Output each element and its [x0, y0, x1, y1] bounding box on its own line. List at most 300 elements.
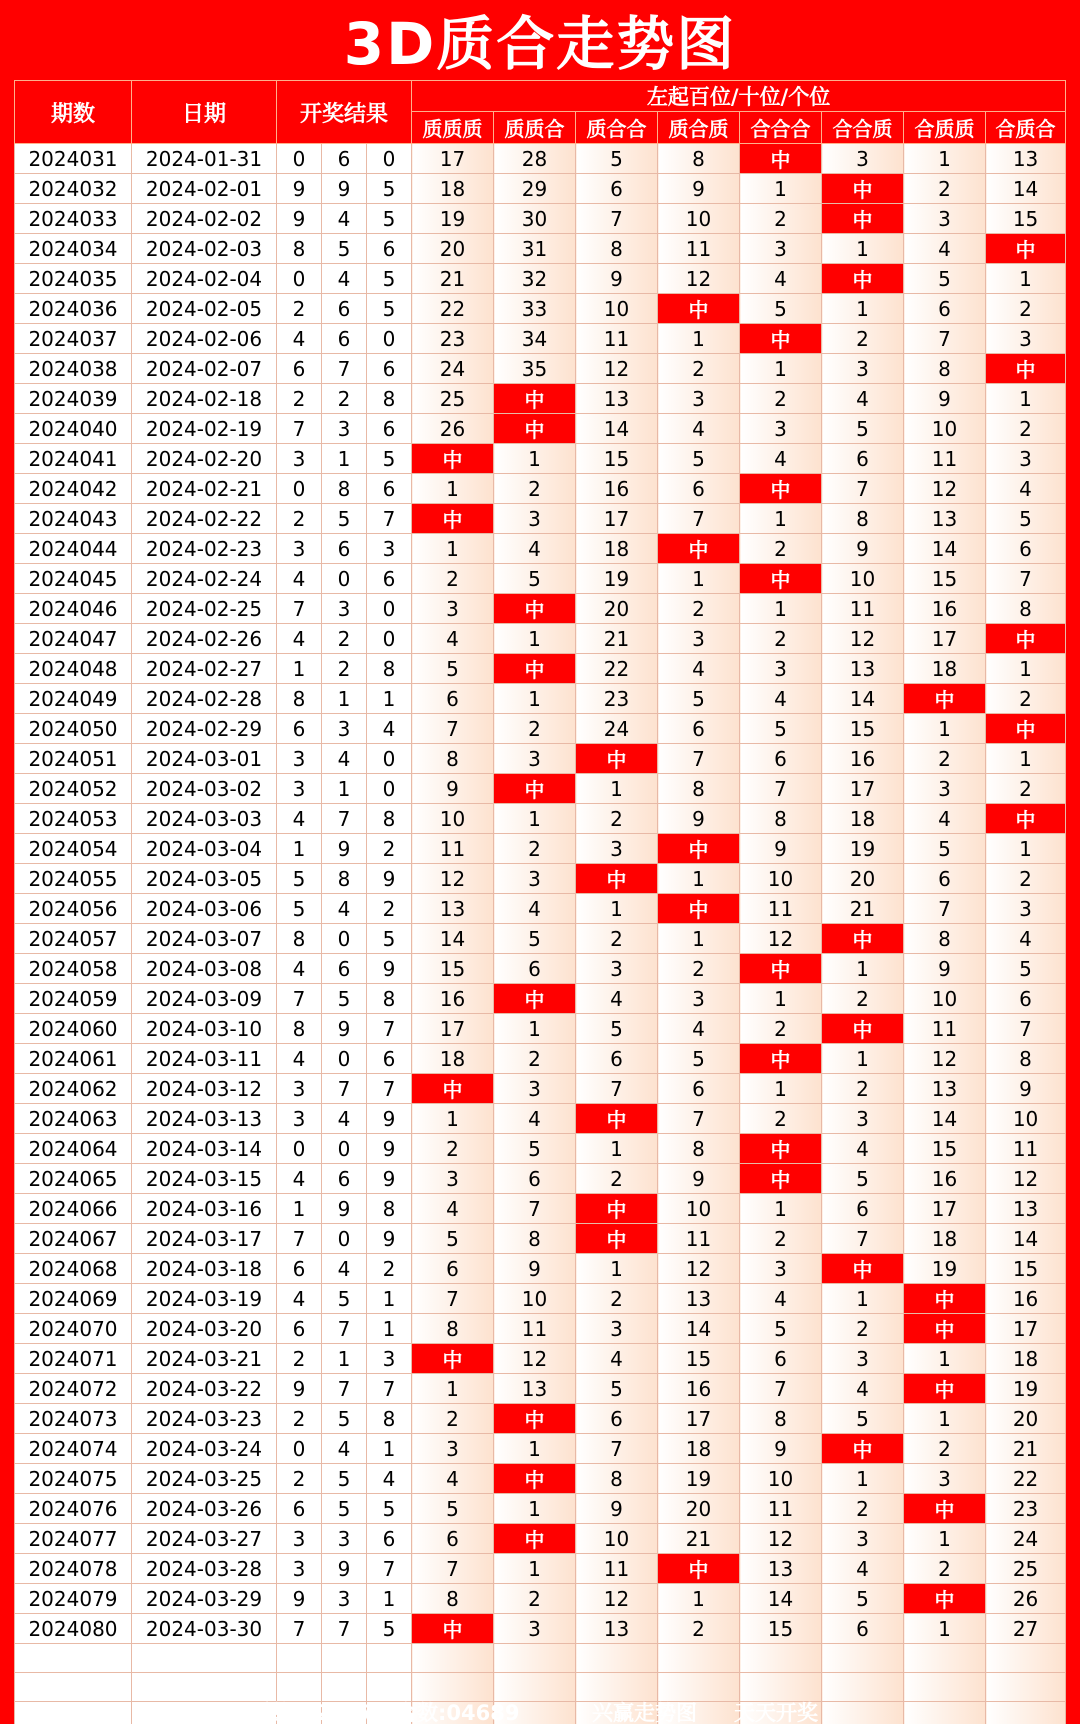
date-cell: 2024-02-20 — [132, 444, 277, 474]
hit-cell: 中 — [740, 1134, 822, 1164]
hit-cell: 中 — [658, 1554, 740, 1584]
table-row — [15, 864, 1066, 894]
digit-cell: 0 — [367, 774, 412, 804]
issue-cell: 2024049 — [15, 684, 132, 714]
date-cell: 2024-02-02 — [132, 204, 277, 234]
pattern-cell: 5 — [822, 414, 904, 444]
pattern-cell: 2 — [740, 1014, 822, 1044]
digit-cell: 9 — [322, 1014, 367, 1044]
pattern-cell: 6 — [740, 1344, 822, 1374]
pattern-cell: 15 — [740, 1614, 822, 1644]
pattern-cell: 1 — [740, 354, 822, 384]
table-row — [15, 774, 1066, 804]
date-cell: 2024-02-01 — [132, 174, 277, 204]
pattern-cell: 18 — [822, 804, 904, 834]
pattern-cell: 2 — [986, 414, 1066, 444]
hit-cell: 中 — [904, 1584, 986, 1614]
digit-cell: 0 — [367, 324, 412, 354]
issue-cell: 2024043 — [15, 504, 132, 534]
pattern-cell: 9 — [576, 264, 658, 294]
pattern-cell: 2 — [576, 1284, 658, 1314]
date-cell: 2024-02-21 — [132, 474, 277, 504]
pattern-cell: 19 — [822, 834, 904, 864]
digit-cell: 3 — [322, 714, 367, 744]
date-cell: 2024-03-28 — [132, 1554, 277, 1584]
digit-cell: 0 — [322, 564, 367, 594]
table-row — [15, 444, 1066, 474]
pattern-cell: 7 — [576, 1434, 658, 1464]
digit-cell: 4 — [277, 1164, 322, 1194]
pattern-cell: 9 — [494, 1254, 576, 1284]
pattern-cell: 6 — [822, 1194, 904, 1224]
pattern-cell: 13 — [576, 1614, 658, 1644]
hit-cell: 中 — [740, 324, 822, 354]
pattern-cell: 8 — [740, 804, 822, 834]
digit-cell: 9 — [367, 954, 412, 984]
pattern-cell: 7 — [576, 1074, 658, 1104]
pattern-cell: 7 — [740, 774, 822, 804]
pattern-cell: 30 — [494, 204, 576, 234]
digit-cell: 1 — [322, 774, 367, 804]
issue-cell: 2024065 — [15, 1164, 132, 1194]
pattern-cell: 1 — [822, 234, 904, 264]
date-cell: 2024-03-05 — [132, 864, 277, 894]
digit-cell: 6 — [277, 714, 322, 744]
table-row — [15, 954, 1066, 984]
pattern-cell: 1 — [986, 834, 1066, 864]
table-row — [15, 1014, 1066, 1044]
pattern-cell: 11 — [986, 1134, 1066, 1164]
pattern-cell: 3 — [412, 594, 494, 624]
digit-cell: 9 — [277, 204, 322, 234]
pattern-cell: 17 — [412, 144, 494, 174]
pattern-cell: 7 — [412, 1554, 494, 1584]
pattern-cell: 14 — [986, 1224, 1066, 1254]
pattern-cell: 5 — [576, 144, 658, 174]
hit-cell: 中 — [658, 894, 740, 924]
digit-cell: 7 — [277, 1224, 322, 1254]
digit-cell: 3 — [322, 1584, 367, 1614]
digit-cell: 1 — [277, 654, 322, 684]
hit-cell: 中 — [986, 234, 1066, 264]
pattern-cell: 1 — [822, 954, 904, 984]
hit-cell: 中 — [494, 654, 576, 684]
digit-cell: 4 — [322, 204, 367, 234]
digit-cell: 9 — [322, 1194, 367, 1224]
pattern-cell: 9 — [740, 1434, 822, 1464]
pattern-cell: 3 — [986, 444, 1066, 474]
pattern-cell: 11 — [904, 444, 986, 474]
pattern-cell: 3 — [494, 744, 576, 774]
digit-cell: 5 — [367, 294, 412, 324]
digit-cell: 5 — [322, 984, 367, 1014]
pattern-cell: 4 — [412, 624, 494, 654]
pattern-cell: 13 — [904, 504, 986, 534]
pattern-cell: 25 — [986, 1554, 1066, 1584]
pattern-cell: 7 — [658, 744, 740, 774]
digit-cell: 0 — [322, 1134, 367, 1164]
digit-cell: 2 — [322, 654, 367, 684]
pattern-cell: 23 — [576, 684, 658, 714]
pattern-cell: 6 — [904, 864, 986, 894]
pattern-cell: 1 — [822, 294, 904, 324]
pattern-cell: 2 — [986, 864, 1066, 894]
date-cell: 2024-02-04 — [132, 264, 277, 294]
pattern-cell: 1 — [904, 1614, 986, 1644]
digit-cell: 7 — [367, 1074, 412, 1104]
digit-cell: 1 — [322, 1344, 367, 1374]
pattern-cell: 1 — [822, 1464, 904, 1494]
pattern-cell: 1 — [576, 894, 658, 924]
pattern-cell: 5 — [412, 1224, 494, 1254]
hit-cell: 中 — [822, 174, 904, 204]
hit-cell: 中 — [822, 1434, 904, 1464]
pattern-cell: 10 — [494, 1284, 576, 1314]
pattern-cell: 22 — [576, 654, 658, 684]
pattern-cell: 1 — [740, 1074, 822, 1104]
footer-composite: 合数:04689 — [396, 1701, 520, 1724]
pattern-cell: 7 — [658, 1104, 740, 1134]
digit-cell: 3 — [277, 1074, 322, 1104]
pattern-cell: 7 — [904, 894, 986, 924]
pattern-cell: 22 — [986, 1464, 1066, 1494]
table-row — [15, 684, 1066, 714]
pattern-cell: 1 — [576, 774, 658, 804]
pattern-cell: 13 — [904, 1074, 986, 1104]
pattern-cell: 1 — [740, 1194, 822, 1224]
table-row — [15, 1224, 1066, 1254]
pattern-cell: 24 — [412, 354, 494, 384]
pattern-cell: 1 — [740, 594, 822, 624]
digit-cell: 4 — [322, 1104, 367, 1134]
digit-cell: 2 — [277, 1404, 322, 1434]
pattern-cell: 1 — [822, 1284, 904, 1314]
hit-cell: 中 — [576, 1194, 658, 1224]
hit-cell: 中 — [658, 294, 740, 324]
hit-cell: 中 — [494, 984, 576, 1014]
issue-cell: 2024031 — [15, 144, 132, 174]
date-cell: 2024-03-08 — [132, 954, 277, 984]
table-row — [15, 1104, 1066, 1134]
pattern-cell: 12 — [576, 354, 658, 384]
pattern-cell: 11 — [576, 1554, 658, 1584]
issue-cell: 2024034 — [15, 234, 132, 264]
pattern-cell: 23 — [412, 324, 494, 354]
pattern-cell: 3 — [740, 654, 822, 684]
date-cell: 2024-02-24 — [132, 564, 277, 594]
pattern-cell: 14 — [986, 174, 1066, 204]
hit-cell: 中 — [412, 1614, 494, 1644]
pattern-cell: 1 — [494, 804, 576, 834]
pattern-cell: 6 — [576, 1044, 658, 1074]
pattern-cell: 2 — [986, 684, 1066, 714]
pattern-cell: 2 — [904, 174, 986, 204]
pattern-cell: 6 — [986, 984, 1066, 1014]
digit-cell: 6 — [367, 474, 412, 504]
header-date: 日期 — [132, 81, 277, 144]
digit-cell: 9 — [322, 834, 367, 864]
empty-cell — [412, 1644, 494, 1673]
pattern-cell: 12 — [658, 264, 740, 294]
pattern-cell: 13 — [658, 1284, 740, 1314]
header-pattern: 质合合 — [576, 112, 658, 144]
pattern-cell: 2 — [658, 954, 740, 984]
pattern-cell: 12 — [904, 474, 986, 504]
empty-cell — [576, 1644, 658, 1673]
pattern-cell: 1 — [494, 1554, 576, 1584]
pattern-cell: 5 — [986, 954, 1066, 984]
pattern-cell: 2 — [576, 924, 658, 954]
digit-cell: 8 — [367, 654, 412, 684]
pattern-cell: 2 — [822, 1494, 904, 1524]
hit-cell: 中 — [740, 564, 822, 594]
digit-cell: 3 — [277, 1104, 322, 1134]
table-row — [15, 834, 1066, 864]
pattern-cell: 20 — [986, 1404, 1066, 1434]
issue-cell: 2024037 — [15, 324, 132, 354]
pattern-cell: 8 — [412, 1314, 494, 1344]
footer-slogan: 天天开奖 — [734, 1701, 818, 1724]
pattern-cell: 5 — [658, 444, 740, 474]
pattern-cell: 11 — [494, 1314, 576, 1344]
table-row — [15, 744, 1066, 774]
header-pattern: 合质合 — [986, 112, 1066, 144]
digit-cell: 3 — [322, 594, 367, 624]
pattern-cell: 7 — [494, 1194, 576, 1224]
pattern-cell: 4 — [740, 444, 822, 474]
digit-cell: 6 — [277, 1254, 322, 1284]
hit-cell: 中 — [658, 834, 740, 864]
issue-cell: 2024041 — [15, 444, 132, 474]
pattern-cell: 17 — [412, 1014, 494, 1044]
pattern-cell: 4 — [658, 414, 740, 444]
digit-cell: 4 — [367, 714, 412, 744]
issue-cell: 2024078 — [15, 1554, 132, 1584]
table-row — [15, 1524, 1066, 1554]
table-row — [15, 144, 1066, 174]
pattern-cell: 3 — [904, 774, 986, 804]
digit-cell: 2 — [322, 624, 367, 654]
issue-cell: 2024063 — [15, 1104, 132, 1134]
digit-cell: 2 — [277, 1344, 322, 1374]
digit-cell: 5 — [322, 1284, 367, 1314]
header-pattern: 质合质 — [658, 112, 740, 144]
date-cell: 2024-03-04 — [132, 834, 277, 864]
digit-cell: 0 — [277, 1434, 322, 1464]
hit-cell: 中 — [740, 1044, 822, 1074]
pattern-cell: 8 — [576, 234, 658, 264]
pattern-cell: 16 — [904, 594, 986, 624]
pattern-cell: 6 — [658, 1074, 740, 1104]
table-row — [15, 1074, 1066, 1104]
pattern-cell: 1 — [822, 1044, 904, 1074]
pattern-cell: 28 — [494, 144, 576, 174]
digit-cell: 2 — [367, 834, 412, 864]
issue-cell: 2024058 — [15, 954, 132, 984]
pattern-cell: 11 — [576, 324, 658, 354]
pattern-cell: 6 — [904, 294, 986, 324]
pattern-cell: 5 — [822, 1164, 904, 1194]
digit-cell: 1 — [367, 1434, 412, 1464]
pattern-cell: 3 — [494, 504, 576, 534]
pattern-cell: 12 — [494, 1344, 576, 1374]
pattern-cell: 3 — [658, 984, 740, 1014]
pattern-cell: 15 — [904, 564, 986, 594]
pattern-cell: 12 — [822, 624, 904, 654]
pattern-cell: 13 — [986, 144, 1066, 174]
date-cell: 2024-01-31 — [132, 144, 277, 174]
issue-cell: 2024055 — [15, 864, 132, 894]
hit-cell: 中 — [740, 474, 822, 504]
issue-cell: 2024069 — [15, 1284, 132, 1314]
pattern-cell: 17 — [904, 624, 986, 654]
issue-cell: 2024053 — [15, 804, 132, 834]
pattern-cell: 15 — [822, 714, 904, 744]
pattern-cell: 8 — [822, 504, 904, 534]
pattern-cell: 11 — [658, 234, 740, 264]
pattern-cell: 21 — [576, 624, 658, 654]
digit-cell: 8 — [367, 1194, 412, 1224]
hit-cell: 中 — [412, 1344, 494, 1374]
digit-cell: 9 — [322, 174, 367, 204]
pattern-cell: 2 — [740, 534, 822, 564]
digit-cell: 5 — [367, 1614, 412, 1644]
digit-cell: 2 — [277, 294, 322, 324]
pattern-cell: 26 — [412, 414, 494, 444]
pattern-cell: 3 — [576, 834, 658, 864]
header-pattern: 合合质 — [822, 112, 904, 144]
hit-cell: 中 — [904, 1284, 986, 1314]
hit-cell: 中 — [986, 624, 1066, 654]
pattern-cell: 4 — [822, 1134, 904, 1164]
pattern-cell: 4 — [740, 1284, 822, 1314]
pattern-cell: 7 — [822, 1224, 904, 1254]
date-cell: 2024-02-05 — [132, 294, 277, 324]
issue-cell: 2024036 — [15, 294, 132, 324]
issue-cell: 2024072 — [15, 1374, 132, 1404]
date-cell: 2024-02-29 — [132, 714, 277, 744]
date-cell: 2024-03-13 — [132, 1104, 277, 1134]
digit-cell: 2 — [367, 1254, 412, 1284]
hit-cell: 中 — [904, 1494, 986, 1524]
pattern-cell: 3 — [576, 1314, 658, 1344]
empty-cell — [822, 1644, 904, 1673]
pattern-cell: 5 — [740, 714, 822, 744]
pattern-cell: 13 — [494, 1374, 576, 1404]
pattern-cell: 3 — [822, 1104, 904, 1134]
pattern-cell: 2 — [904, 744, 986, 774]
pattern-cell: 1 — [494, 444, 576, 474]
pattern-cell: 1 — [412, 1104, 494, 1134]
date-cell: 2024-03-29 — [132, 1584, 277, 1614]
pattern-cell: 1 — [658, 864, 740, 894]
table-row — [15, 564, 1066, 594]
pattern-cell: 1 — [904, 144, 986, 174]
pattern-cell: 2 — [576, 804, 658, 834]
pattern-cell: 5 — [412, 1494, 494, 1524]
pattern-cell: 2 — [822, 324, 904, 354]
pattern-cell: 25 — [412, 384, 494, 414]
date-cell: 2024-03-27 — [132, 1524, 277, 1554]
pattern-cell: 3 — [822, 1524, 904, 1554]
pattern-cell: 1 — [740, 984, 822, 1014]
pattern-cell: 8 — [412, 1584, 494, 1614]
pattern-cell: 9 — [822, 534, 904, 564]
issue-cell: 2024032 — [15, 174, 132, 204]
digit-cell: 5 — [367, 204, 412, 234]
pattern-cell: 15 — [986, 204, 1066, 234]
pattern-cell: 3 — [740, 414, 822, 444]
digit-cell: 6 — [367, 564, 412, 594]
pattern-cell: 2 — [740, 384, 822, 414]
pattern-cell: 11 — [822, 594, 904, 624]
digit-cell: 7 — [322, 1074, 367, 1104]
pattern-cell: 17 — [904, 1194, 986, 1224]
pattern-cell: 4 — [494, 1104, 576, 1134]
issue-cell: 2024071 — [15, 1344, 132, 1374]
pattern-cell: 12 — [576, 1584, 658, 1614]
pattern-cell: 3 — [576, 954, 658, 984]
issue-cell: 2024060 — [15, 1014, 132, 1044]
pattern-cell: 6 — [740, 744, 822, 774]
empty-cell — [367, 1644, 412, 1673]
digit-cell: 3 — [277, 774, 322, 804]
date-cell: 2024-02-22 — [132, 504, 277, 534]
issue-cell: 2024054 — [15, 834, 132, 864]
pattern-cell: 18 — [412, 1044, 494, 1074]
date-cell: 2024-02-27 — [132, 654, 277, 684]
hit-cell: 中 — [412, 504, 494, 534]
pattern-cell: 2 — [576, 1164, 658, 1194]
header-pattern: 质质质 — [412, 112, 494, 144]
issue-cell: 2024074 — [15, 1434, 132, 1464]
pattern-cell: 19 — [904, 1254, 986, 1284]
pattern-cell: 2 — [904, 1554, 986, 1584]
pattern-cell: 6 — [494, 1164, 576, 1194]
issue-cell: 2024061 — [15, 1044, 132, 1074]
empty-row — [15, 1644, 1066, 1673]
pattern-cell: 1 — [986, 744, 1066, 774]
digit-cell: 3 — [277, 744, 322, 774]
pattern-cell: 1 — [904, 714, 986, 744]
pattern-cell: 7 — [412, 1284, 494, 1314]
empty-cell — [132, 1644, 277, 1673]
pattern-cell: 1 — [494, 1014, 576, 1044]
date-cell: 2024-03-16 — [132, 1194, 277, 1224]
digit-cell: 1 — [367, 1584, 412, 1614]
pattern-cell: 2 — [412, 1134, 494, 1164]
hit-cell: 中 — [412, 1074, 494, 1104]
pattern-cell: 4 — [576, 1344, 658, 1374]
pattern-cell: 2 — [986, 774, 1066, 804]
pattern-cell: 5 — [494, 924, 576, 954]
digit-cell: 9 — [367, 1134, 412, 1164]
pattern-cell: 16 — [822, 744, 904, 774]
footer-brand: 兴赢走势图 — [592, 1701, 697, 1724]
digit-cell: 4 — [322, 744, 367, 774]
digit-cell: 7 — [277, 414, 322, 444]
date-cell: 2024-02-06 — [132, 324, 277, 354]
digit-cell: 1 — [367, 1284, 412, 1314]
pattern-cell: 1 — [658, 564, 740, 594]
digit-cell: 8 — [277, 684, 322, 714]
pattern-cell: 1 — [904, 1524, 986, 1554]
digit-cell: 5 — [277, 864, 322, 894]
digit-cell: 7 — [322, 1614, 367, 1644]
empty-cell — [15, 1644, 132, 1673]
empty-cell — [740, 1644, 822, 1673]
pattern-cell: 12 — [412, 864, 494, 894]
